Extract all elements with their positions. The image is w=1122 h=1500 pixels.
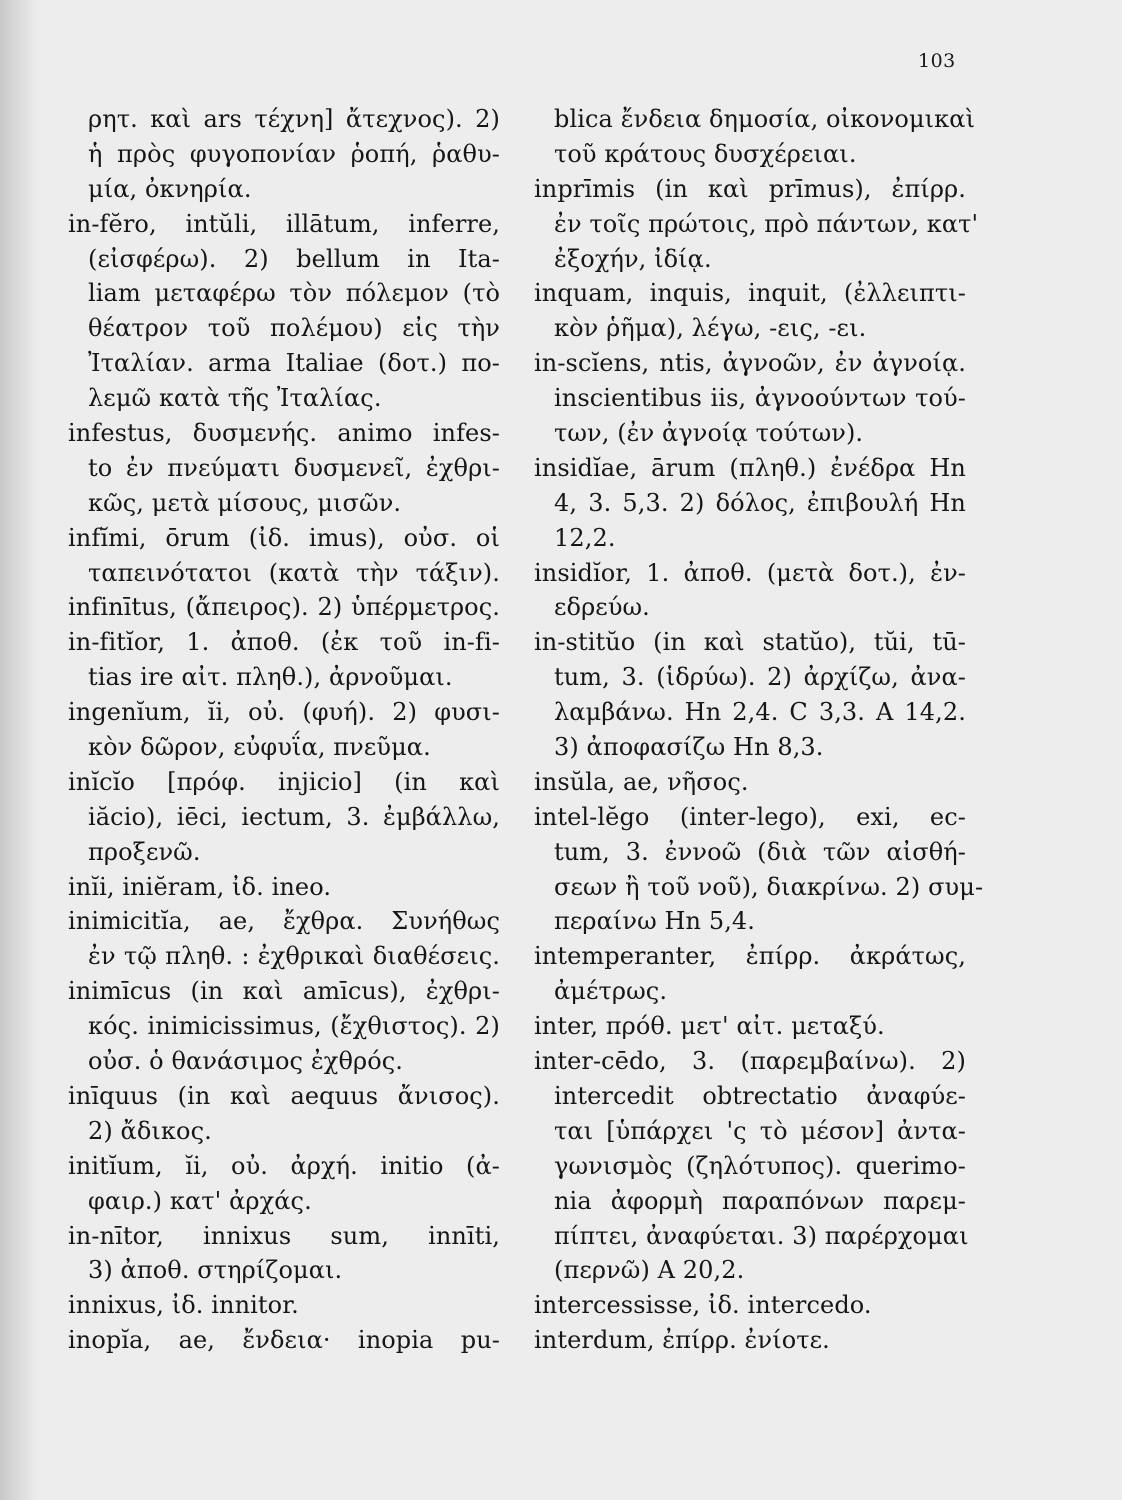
text-line: in-stitŭo (in καὶ statŭo), tŭi, tū- xyxy=(534,628,966,657)
text-line: ρητ. καὶ ars τέχνη] ἄτεχνος). 2) xyxy=(88,105,500,133)
text-line: κός. inimicissimus, (ἔχθιστος). 2) xyxy=(88,1012,500,1041)
text-line: (περνῶ) A 20,2. xyxy=(554,1256,745,1285)
text-line: tias ire αἰτ. πληθ.), ἀρνοῦμαι. xyxy=(88,663,453,692)
text-line: inĭi, iniĕram, ἰδ. ineo. xyxy=(68,872,332,901)
text-line: inscientibus iis, ἀγνοούντων τού- xyxy=(554,384,966,413)
left-column xyxy=(68,102,500,1358)
text-line: intercedit obtrectatio ἀναφύε- xyxy=(554,1081,966,1110)
text-line: insŭla, ae, νῆσος. xyxy=(534,767,749,796)
text-line: inter, πρόθ. μετ' αἰτ. μεταξύ. xyxy=(534,1012,885,1041)
text-line: inter-cēdo, 3. (παρεμβαίνω). 2) xyxy=(534,1047,966,1076)
text-line: ἡ πρὸς φυγοπονίαν ῥοπή, ῥαθυ- xyxy=(88,139,500,168)
text-line: insidĭae, ārum (πληθ.) ἐνέδρα Hn xyxy=(534,453,966,482)
text-line: θέατρον τοῦ πολέμου) εἰς τὴν xyxy=(88,314,500,343)
text-line: κῶς, μετὰ μίσους, μισῶν. xyxy=(88,488,402,517)
text-line: innixus, ἰδ. innitor. xyxy=(68,1291,299,1320)
text-line: in-nītor, innixus sum, innīti, xyxy=(68,1221,500,1250)
text-line: inĭcĭo [πρόφ. injicio] (in καὶ xyxy=(68,767,500,796)
text-line: in-scĭens, ntis, ἀγνοῶν, ἐν ἀγνοίᾳ. xyxy=(534,349,966,378)
text-line: inimicitĭa, ae, ἔχθρα. Συνήθως xyxy=(68,907,500,936)
text-line: inquam, inquis, inquit, (ἐλλειπτι- xyxy=(534,279,966,308)
text-line: 12,2. xyxy=(554,523,616,552)
text-line: μία, ὀκνηρία. xyxy=(88,174,252,203)
text-line: intel-lĕgo (inter-lego), exi, ec- xyxy=(534,802,966,831)
text-line: λαμβάνω. Hn 2,4. C 3,3. A 14,2. xyxy=(554,698,966,727)
text-line: insidĭor, 1. ἀποθ. (μετὰ δοτ.), ἐν- xyxy=(534,558,966,587)
text-line: εδρεύω. xyxy=(554,593,650,622)
text-line: nia ἀφορμὴ παραπόνων παρεμ- xyxy=(554,1186,966,1215)
right-column xyxy=(534,102,984,1358)
text-line: των, (ἐν ἀγνοίᾳ τούτων). xyxy=(554,419,864,448)
text-line: ται [ὑπάρχει 'ς τὸ μέσον] ἀντα- xyxy=(554,1116,966,1145)
text-line: ἀμέτρως. xyxy=(554,977,668,1006)
text-line: τοῦ κράτους δυσχέρειαι. xyxy=(554,139,857,168)
text-line: περαίνω Hn 5,4. xyxy=(554,907,756,936)
text-line: φαιρ.) κατ' ἀρχάς. xyxy=(88,1186,312,1215)
text-line: infinītus, (ἄπειρος). 2) ὑπέρμετρος. xyxy=(68,593,500,622)
text-line: 3) ἀποθ. στηρίζομαι. xyxy=(88,1256,343,1285)
text-line: blica ἔνδεια δημοσία, οἰκονομικαὶ xyxy=(554,105,976,133)
text-line: 3) ἀποφασίζω Hn 8,3. xyxy=(554,733,824,762)
text-line: 2) ἄδικος. xyxy=(88,1116,212,1145)
text-line: intemperanter, ἐπίρρ. ἀκράτως, xyxy=(534,942,966,971)
text-line: (εἰσφέρω). 2) bellum in Ita- xyxy=(88,244,500,273)
text-line: tum, 3. (ἱδρύω). 2) ἀρχίζω, ἀνα- xyxy=(554,663,966,692)
text-line: iăcio), iēci, iectum, 3. ἐμβάλλω, xyxy=(88,802,500,831)
text-line: κὸν ῥῆμα), λέγω, -εις, -ει. xyxy=(554,314,867,343)
text-line: inimīcus (in καὶ amīcus), ἐχθρι- xyxy=(68,977,500,1006)
text-line: intercessisse, ἰδ. intercedo. xyxy=(534,1291,872,1320)
page-number: 103 xyxy=(918,50,956,72)
text-line: σεων ἢ τοῦ νοῦ), διακρίνω. 2) συμ- xyxy=(554,872,984,901)
text-line: 4, 3. 5,3. 2) δόλος, ἐπιβουλή Hn xyxy=(554,488,966,517)
text-line: interdum, ἐπίρρ. ἐνίοτε. xyxy=(534,1326,830,1355)
text-line: to ἐν πνεύματι δυσμενεῖ, ἐχθρι- xyxy=(88,453,500,482)
text-line: προξενῶ. xyxy=(88,837,201,866)
binding-shadow xyxy=(0,0,38,1500)
text-line: inīquus (in καὶ aequus ἄνισος). xyxy=(68,1081,500,1110)
text-line: inopĭa, ae, ἔνδεια· inopia pu- xyxy=(68,1326,500,1355)
text-line: ἐν τοῖς πρώτοις, πρὸ πάντων, κατ' xyxy=(554,209,979,238)
text-line: liam μεταφέρω τὸν πόλεμον (τὸ xyxy=(88,279,500,308)
text-line: λεμῶ κατὰ τῆς Ἰταλίας. xyxy=(88,384,382,413)
text-line: in-fitĭor, 1. ἀποθ. (ἐκ τοῦ in-fi- xyxy=(68,628,500,657)
text-line: Ἰταλίαν. arma Italiae (δοτ.) πο- xyxy=(88,349,500,378)
text-line: ἐξοχήν, ἰδίᾳ. xyxy=(554,244,712,273)
text-line: οὐσ. ὁ θανάσιμος ἐχθρός. xyxy=(88,1047,404,1076)
text-line: initĭum, ĭi, οὐ. ἀρχή. initio (ἀ- xyxy=(68,1151,500,1180)
text-line: κὸν δῶρον, εὐφυΐα, πνεῦμα. xyxy=(88,733,431,762)
text-line: ingenĭum, ĭi, οὐ. (φυή). 2) φυσι- xyxy=(68,698,500,727)
text-line: ταπεινότατοι (κατὰ τὴν τάξιν). xyxy=(88,558,500,587)
text-line: infĭmi, ōrum (ἰδ. imus), οὐσ. οἱ xyxy=(68,523,500,552)
text-line: ἐν τῷ πληθ. : ἐχθρικαὶ διαθέσεις. xyxy=(88,942,500,971)
text-line: γωνισμὸς (ζηλότυπος). querimo- xyxy=(554,1151,966,1180)
text-line: tum, 3. ἐννοῶ (διὰ τῶν αἰσθή- xyxy=(554,837,966,866)
text-line: inprīmis (in καὶ prīmus), ἐπίρρ. xyxy=(534,174,966,203)
text-line: infestus, δυσμενής. animo infes- xyxy=(68,419,500,448)
text-line: πίπτει, ἀναφύεται. 3) παρέρχομαι xyxy=(554,1221,969,1250)
text-line: in-fĕro, intŭli, illātum, inferre, xyxy=(68,209,500,238)
